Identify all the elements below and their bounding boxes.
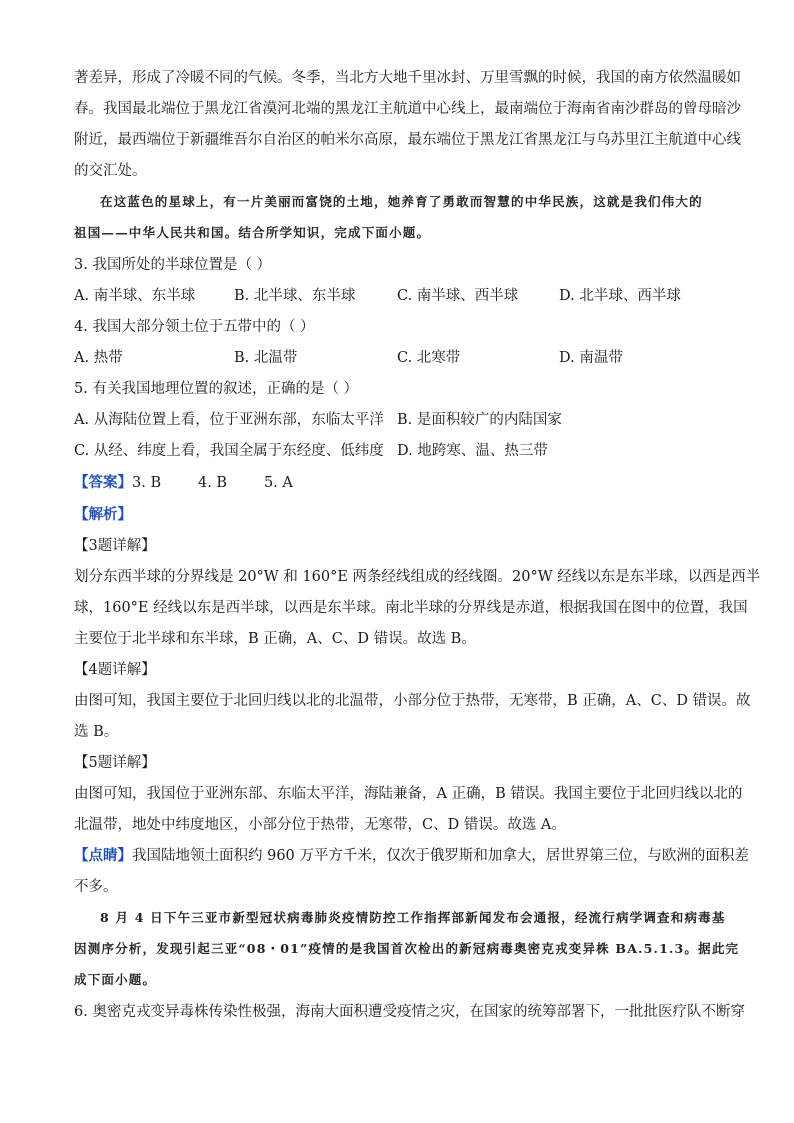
detail3-heading (74, 536, 156, 556)
q4-stem: 4. 我国大部分领土位于五带中的（ ） (74, 319, 315, 335)
q3-option-b: B. 北半球、东半球 (234, 288, 356, 304)
passage2-line-1: 8 月 4 日下午三亚市新型冠状病毒肺炎疫情防控工作指挥部新闻发布会通报，经流行病学调查和病毒基 (100, 910, 726, 925)
comment-tag: 【点睛】 (74, 847, 132, 864)
detail4-tag: 【4题详解】 (74, 662, 156, 678)
comment-line-2: 不多。 (74, 879, 118, 895)
detail5-heading (74, 753, 156, 773)
q5-option-d: D. 地跨寒、温、热三带 (397, 443, 548, 459)
q3-option-c: C. 南半球、西半球 (397, 288, 519, 304)
intro-line-3: 附近，最西端位于新疆维吾尔自治区的帕米尔高原，最东端位于黑龙江省黑龙江与乌苏里江主航道中心线 (74, 132, 741, 148)
detail5-line-1: 由图可知，我国位于亚洲东部、东临太平洋，海陆兼备，A 正确，B 错误。我国主要位于北回归线以北的 (74, 786, 743, 802)
analysis-line (74, 505, 132, 525)
q5-option-a: A. 从海陆位置上看，位于亚洲东部，东临太平洋 (74, 412, 384, 428)
passage1-line-1: 在这蓝色的星球上，有一片美丽而富饶的土地，她养育了勇敢而智慧的中华民族，这就是我们伟大的 (100, 194, 703, 209)
answer-tag: 【答案】 (74, 474, 132, 491)
q6-stem: 6. 奥密克戎变异毒株传染性极强，海南大面积遭受疫情之灾，在国家的统筹部署下，一批批医疗队不断穿 (74, 1004, 745, 1020)
analysis-tag: 【解析】 (74, 506, 132, 523)
detail3-line-2: 球，160°E 经线以东是西半球，以西是东半球。南北半球的分界线是赤道，根据我国在图中的位置，我国 (74, 600, 748, 616)
detail3-tag: 【3题详解】 (74, 538, 156, 554)
q4-option-b: B. 北温带 (234, 350, 298, 366)
q3-option-d: D. 北半球、西半球 (559, 288, 681, 304)
passage2-line-2: 因测序分析，发现引起三亚“08・01”疫情的是我国首次检出的新冠病毒奥密克戎变异株 BA.5.1.3。据此完 (74, 941, 740, 956)
detail4-heading (74, 660, 156, 680)
q3-stem: 3. 我国所处的半球位置是（ ） (74, 257, 272, 273)
intro-line-2: 春。我国最北端位于黑龙江省漠河北端的黑龙江主航道中心线上，最南端位于海南省南沙群岛的曾母暗沙 (74, 101, 741, 117)
detail5-line-2: 北温带，地处中纬度地区，小部分位于热带，无寒带，C、D 错误。故选 A。 (74, 817, 566, 833)
detail3-line-1: 划分东西半球的分界线是 20°W 和 160°E 两条经线组成的经线圈。20°W 经线以东是东半球，以西是西半 (74, 569, 761, 585)
q5-stem: 5. 有关我国地理位置的叙述，正确的是（ ） (74, 381, 359, 397)
q4-option-c: C. 北寒带 (397, 350, 461, 366)
detail4-line-2: 选 B。 (74, 724, 119, 740)
q5-option-c: C. 从经、纬度上看，我国全属于东经度、低纬度 (74, 443, 384, 459)
answer-line (74, 473, 293, 493)
passage2-line-3: 成下面小题。 (74, 972, 157, 987)
answer-values: 3. B 4. B 5. A (132, 475, 293, 491)
comment-text-1: 我国陆地领土面积约 960 万平方千米，仅次于俄罗斯和加拿大，居世界第三位，与欧洲的面积差 (132, 848, 749, 864)
detail4-line-1: 由图可知，我国主要位于北回归线以北的北温带，小部分位于热带，无寒带，B 正确，A、C、D 错误。故 (74, 693, 751, 709)
detail3-line-3: 主要位于北半球和东半球，B 正确，A、C、D 错误。故选 B。 (74, 631, 476, 647)
detail5-tag: 【5题详解】 (74, 755, 156, 771)
q4-option-d: D. 南温带 (559, 350, 623, 366)
intro-line-1: 著差异，形成了冷暖不同的气候。冬季，当北方大地千里冰封、万里雪飘的时候，我国的南方依然温暖如 (74, 70, 741, 86)
intro-line-4: 的交汇处。 (74, 163, 147, 179)
q5-option-b: B. 是面积较广的内陆国家 (397, 412, 562, 428)
q4-option-a: A. 热带 (74, 350, 123, 366)
q3-option-a: A. 南半球、东半球 (74, 288, 196, 304)
comment-line-1 (74, 846, 749, 866)
passage1-line-2: 祖国——中华人民共和国。结合所学知识，完成下面小题。 (74, 225, 431, 240)
